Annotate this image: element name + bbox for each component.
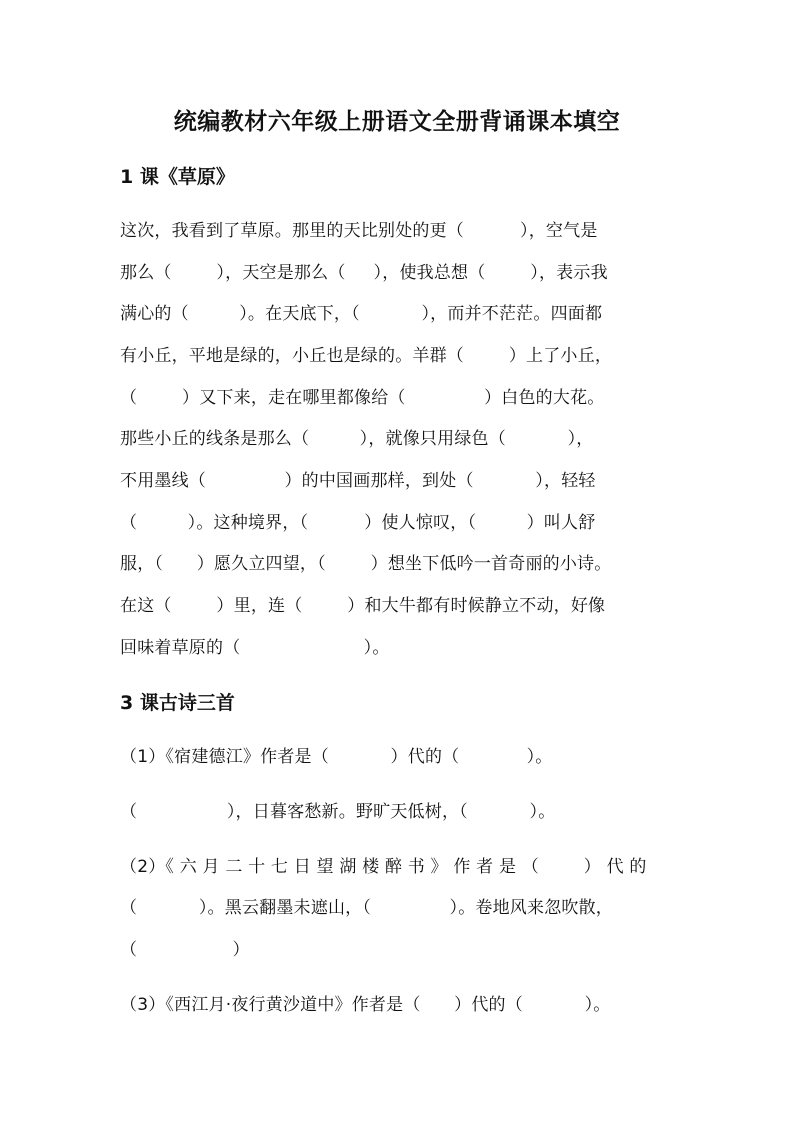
- page-title: 统编教材六年级上册语文全册背诵课本填空: [173, 109, 621, 135]
- text-line: 有小丘，平地是绿的，小丘也是绿的。羊群（ ）上了小丘，: [120, 346, 613, 366]
- text-line: 那么（ ），天空是那么（ ），使我总想（ ），表示我: [120, 263, 608, 283]
- text-line: 回味着草原的（ ）。: [120, 638, 390, 658]
- section-heading-lesson-3: 3 课古诗三首: [120, 692, 235, 714]
- text-line: 服，（ ）愿久立四望，（ ）想坐下低吟一首奇丽的小诗。: [120, 554, 612, 574]
- text-line: （2）《 六 月 二 十 七 日 望 湖 楼 醉 书 》 作 者 是 （ ） 代 的: [120, 857, 647, 877]
- text-line: （ ）。这种境界，（ ）使人惊叹，（ ）叫人舒: [120, 513, 596, 533]
- text-line: 这次，我看到了草原。那里的天比别处的更（ ），空气是: [120, 221, 598, 241]
- text-line: 不用墨线（ ）的中国画那样，到处（ ），轻轻: [120, 471, 596, 491]
- text-line: 在这（ ）里，连（ ）和大牛都有时候静立不动，好像: [120, 596, 606, 616]
- text-line: （3）《西江月·夜行黄沙道中》作者是（ ）代的（ ）。: [120, 995, 611, 1015]
- text-line: （ ）又下来，走在哪里都像给（ ）白色的大花。: [120, 388, 605, 408]
- text-line: （ ），日暮客愁新。野旷天低树，（ ）。: [120, 802, 556, 822]
- text-line: （ ）。黑云翻墨未遮山，（ ）。卷地风来忽吹散，: [120, 898, 613, 918]
- text-line: （1）《宿建德江》作者是（ ）代的（ ）。: [120, 747, 553, 767]
- text-line: （ ）: [120, 940, 250, 960]
- text-line: 满心的（ ）。在天底下，（ ），而并不茫茫。四面都: [120, 304, 603, 324]
- section-heading-lesson-1: 1 课《草原》: [120, 166, 235, 188]
- text-line: 那些小丘的线条是那么（ ），就像只用绿色（ ），: [120, 429, 594, 449]
